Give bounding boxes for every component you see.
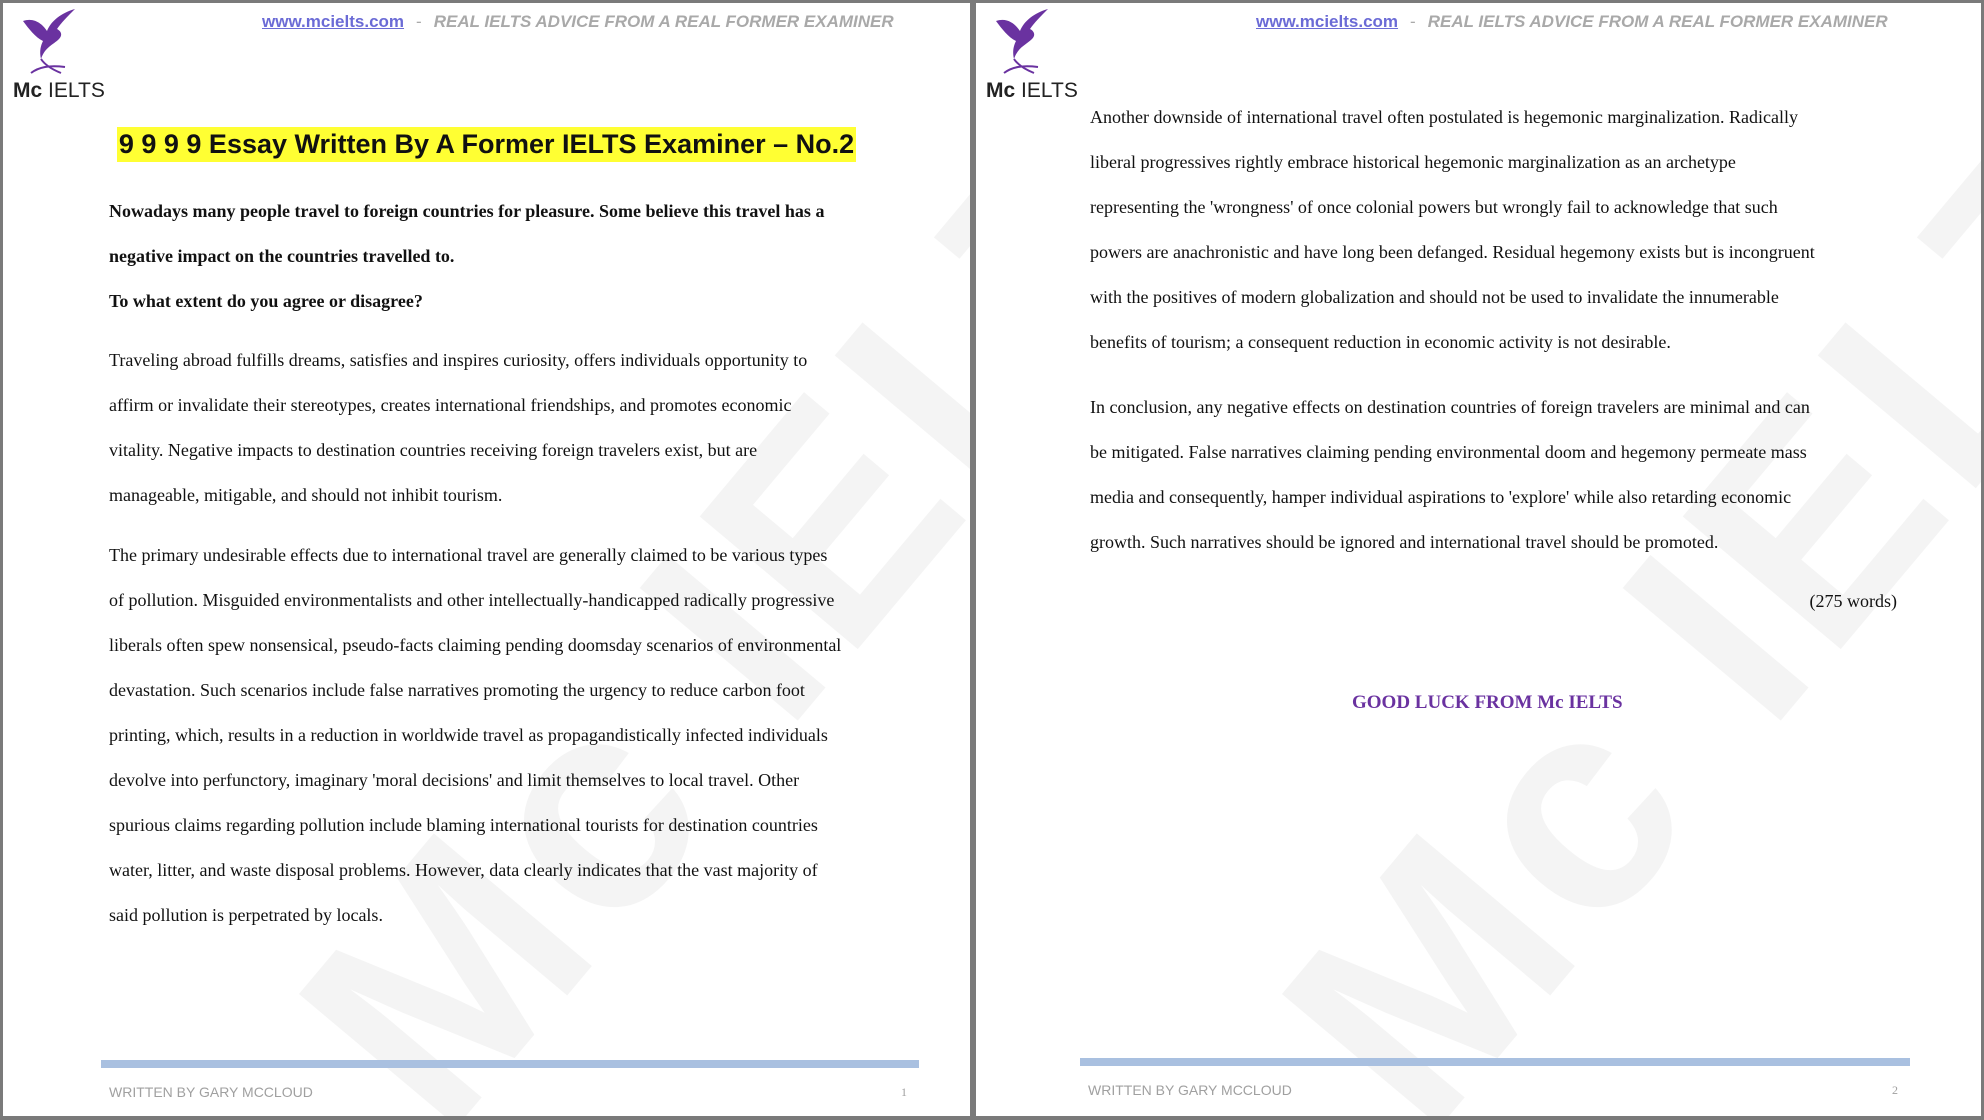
paragraph-line: manageable, mitigable, and should not inhibit tourism. [109,485,503,505]
paragraph-intro [109,338,919,518]
page-header [1256,12,1888,32]
document-page-1 [3,3,970,1116]
paragraph-line: water, litter, and waste disposal problems. However, data clearly indicates that the vast majority of [109,860,818,880]
paragraph-body-1 [109,533,919,938]
page-number: 1 [901,1085,907,1099]
paragraph-line: liberal progressives rightly embrace historical hegemonic marginalization as an archetype [1090,152,1736,172]
page-header [262,12,894,32]
paragraph-line: media and consequently, hamper individual aspirations to 'explore' while also retarding economic [1090,487,1792,507]
document-page-2 [976,3,1981,1116]
paragraph-line: benefits of tourism; a consequent reduction in economic activity is not desirable. [1090,332,1671,352]
site-link[interactable]: www.mcielts.com [1256,12,1399,31]
paragraph-line: Traveling abroad fulfills dreams, satisfies and inspires curiosity, offers individuals opportunity to [109,350,808,370]
footer-author: WRITTEN BY GARY MCCLOUD [109,1084,313,1100]
word-count: (275 words) [1809,591,1897,611]
paragraph-conclusion [1090,385,1880,565]
footer-divider [101,1060,919,1068]
hummingbird-icon [21,7,77,77]
paragraph-line: devastation. Such scenarios include false narratives promoting the urgency to reduce carbon foot [109,680,805,700]
footer-divider [1080,1058,1910,1066]
essay-title-wrap [3,127,970,162]
good-luck-signoff: GOOD LUCK FROM Mc IELTS [1352,692,1623,713]
paragraph-line: with the positives of modern globalization and should not be used to invalidate the innumerable [1090,287,1779,307]
paragraph-line: of pollution. Misguided environmentalists and other intellectually-handicapped radically progressive [109,590,835,610]
header-tagline: REAL IELTS ADVICE FROM A REAL FORMER EXAMINER [433,12,894,31]
logo-text: Mc IELTS [986,79,1078,102]
paragraph-line: affirm or invalidate their stereotypes, creates international friendships, and promotes economic [109,395,792,415]
header-separator: - [1410,12,1416,31]
header-separator: - [416,12,422,31]
paragraph-line: be mitigated. False narratives claiming pending environmental doom and hegemony permeate mass [1090,442,1807,462]
paragraph-line: representing the 'wrongness' of once colonial powers but wrongly fail to acknowledge that such [1090,197,1778,217]
essay-prompt [109,189,919,324]
site-link[interactable]: www.mcielts.com [262,12,405,31]
paragraph-line: devolve into perfunctory, imaginary 'moral decisions' and limit themselves to local travel. Other [109,770,800,790]
paragraph-line: Another downside of international travel often postulated is hegemonic marginalization. Radically [1090,107,1798,127]
mcielts-logo [13,7,113,107]
paragraph-line: vitality. Negative impacts to destination countries receiving foreign travelers exist, but are [109,440,758,460]
essay-title: 9 9 9 9 Essay Written By A Former IELTS Examiner – No.2 [117,127,856,162]
paragraph-line: The primary undesirable effects due to international travel are generally claimed to be various types [109,545,828,565]
hummingbird-icon [994,7,1050,77]
paragraph-line: growth. Such narratives should be ignored and international travel should be promoted. [1090,532,1719,552]
prompt-line: negative impact on the countries travelled to. [109,246,455,266]
paragraph-line: powers are anachronistic and have long been defanged. Residual hegemony exists but is incongruent [1090,242,1815,262]
paragraph-body-2 [1090,95,1880,365]
page-number: 2 [1892,1083,1898,1097]
prompt-question: To what extent do you agree or disagree? [109,291,423,311]
prompt-line: Nowadays many people travel to foreign countries for pleasure. Some believe this travel has a [109,201,825,221]
paragraph-line: liberals often spew nonsensical, pseudo-facts claiming pending doomsday scenarios of environmental [109,635,842,655]
logo-text: Mc IELTS [13,79,105,102]
footer-author: WRITTEN BY GARY MCCLOUD [1088,1082,1292,1098]
paragraph-line: spurious claims regarding pollution include blaming international tourists for destination countries [109,815,818,835]
paragraph-line: In conclusion, any negative effects on destination countries of foreign travelers are minimal and can [1090,397,1810,417]
paragraph-line: said pollution is perpetrated by locals. [109,905,383,925]
mcielts-logo [986,7,1086,107]
header-tagline: REAL IELTS ADVICE FROM A REAL FORMER EXAMINER [1427,12,1888,31]
paragraph-line: printing, which, results in a reduction in worldwide travel as propagandistically infected individuals [109,725,828,745]
